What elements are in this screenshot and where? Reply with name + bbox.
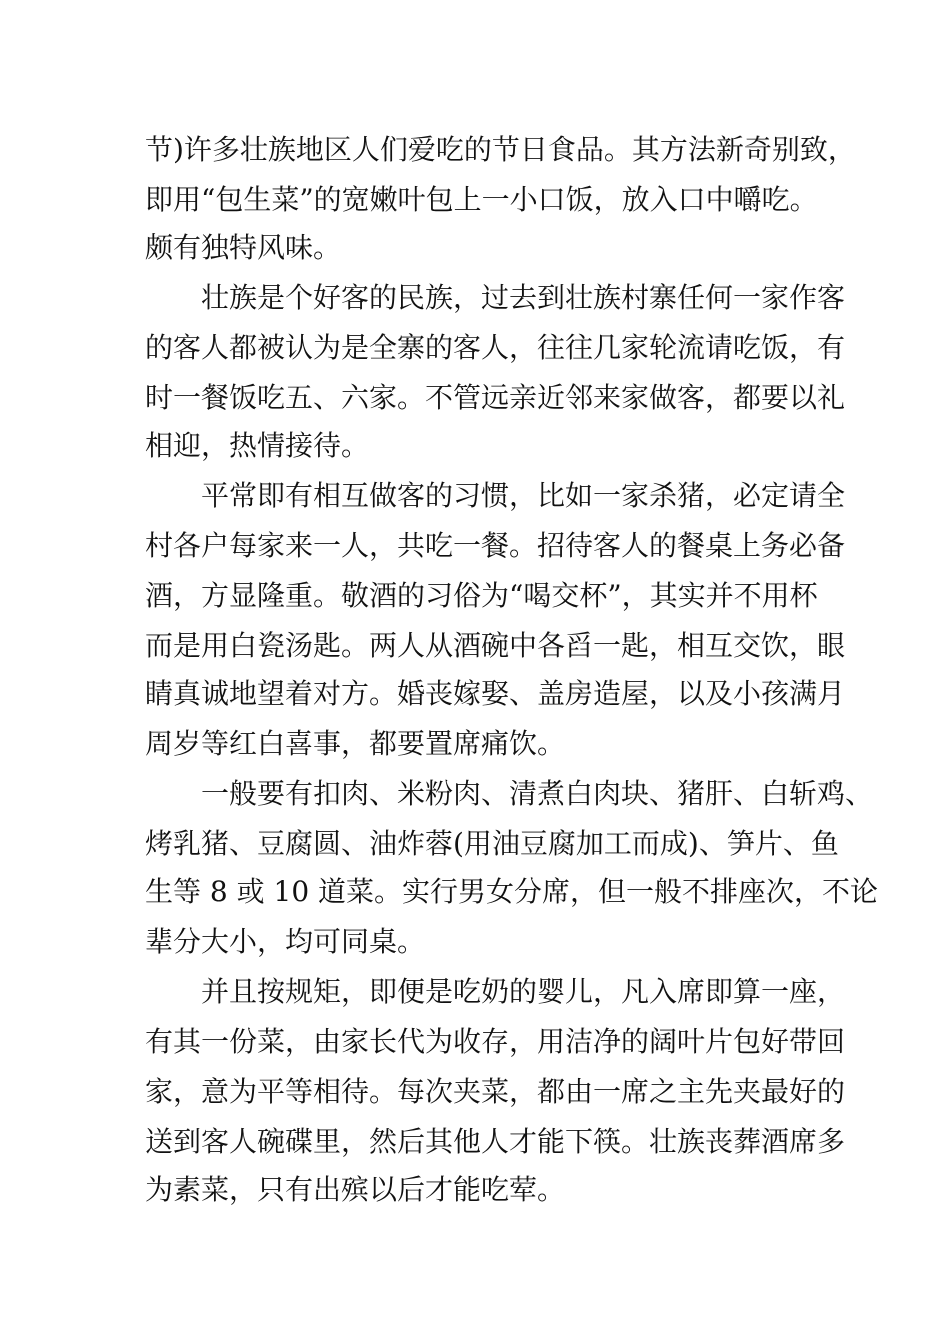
text-line: 节)许多壮族地区人们爱吃的节日食品。其方法新奇别致， <box>145 133 856 166</box>
text-line: 的客人都被认为是全寨的客人，往往几家轮流请吃饭，有 <box>145 331 846 364</box>
text-line: 睛真诚地望着对方。婚丧嫁娶、盖房造屋，以及小孩满月 <box>145 677 846 710</box>
text-line: 生等 8 或 10 道菜。实行男女分席，但一般不排座次，不论 <box>145 875 879 908</box>
text-line: 即用“包生菜”的宽嫩叶包上一小口饭，放入口中嚼吃。 <box>145 183 818 216</box>
text-line: 有其一份菜，由家长代为收存，用洁净的阔叶片包好带回 <box>145 1025 846 1058</box>
text-line: 相迎，热情接待。 <box>145 429 370 462</box>
text-line: 一般要有扣肉、米粉肉、清煮白肉块、猪肝、白斩鸡、 <box>145 777 874 810</box>
text-line: 为素菜，只有出殡以后才能吃荤。 <box>145 1173 566 1206</box>
text-line: 烤乳猪、豆腐圆、油炸蓉(用油豆腐加工而成)、笋片、鱼 <box>145 827 839 860</box>
text-line: 辈分大小，均可同桌。 <box>145 925 426 958</box>
text-line: 家，意为平等相待。每次夹菜，都由一席之主先夹最好的 <box>145 1075 846 1108</box>
text-line: 颇有独特风味。 <box>145 231 342 264</box>
text-line: 时一餐饭吃五、六家。不管远亲近邻来家做客，都要以礼 <box>145 381 846 414</box>
text-line: 村各户每家来一人，共吃一餐。招待客人的餐桌上务必备 <box>145 529 846 562</box>
text-line: 周岁等红白喜事，都要置席痛饮。 <box>145 727 566 760</box>
text-line: 壮族是个好客的民族，过去到壮族村寨任何一家作客 <box>145 281 846 314</box>
text-line: 并且按规矩，即便是吃奶的婴儿，凡入席即算一座， <box>145 975 846 1008</box>
text-line: 平常即有相互做客的习惯，比如一家杀猪，必定请全 <box>145 479 846 512</box>
text-line: 而是用白瓷汤匙。两人从酒碗中各舀一匙，相互交饮，眼 <box>145 629 846 662</box>
text-line: 送到客人碗碟里，然后其他人才能下筷。壮族丧葬酒席多 <box>145 1125 846 1158</box>
text-line: 酒，方显隆重。敬酒的习俗为“喝交杯”，其实并不用杯 <box>145 579 818 612</box>
